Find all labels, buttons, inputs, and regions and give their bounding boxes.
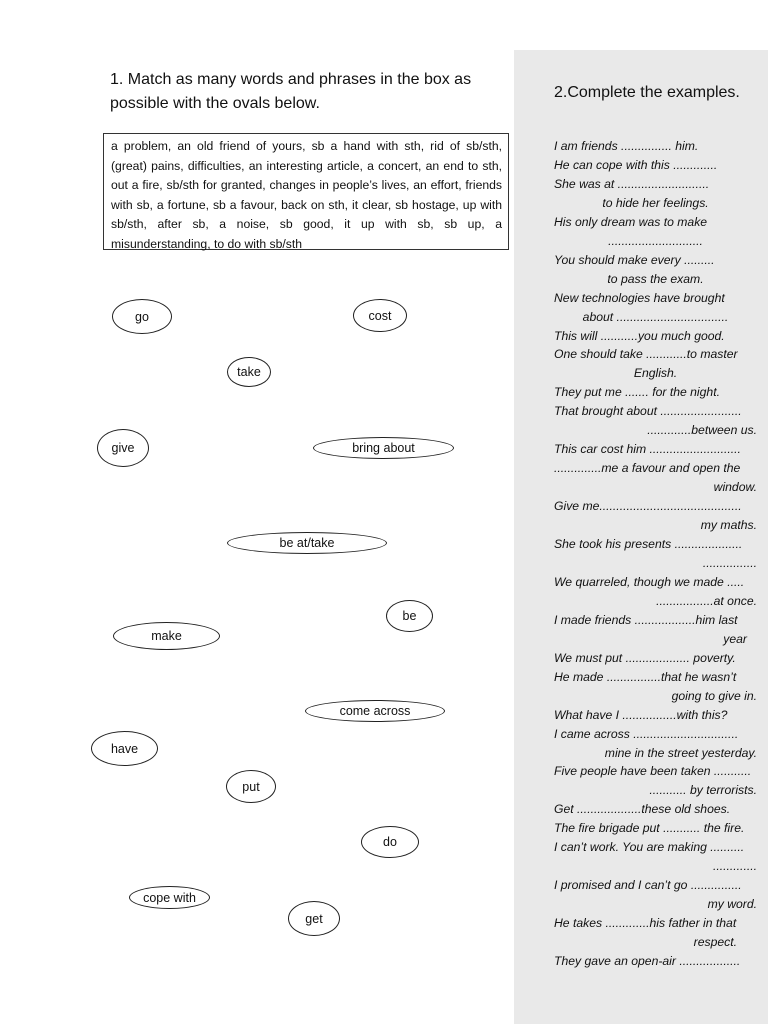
word-box: a problem, an old friend of yours, sb a hand with sth, rid of sb/sth, (great) pains, difficulties, an interesting article, a concert, an end to sth, out a fire, sb/sth for granted, changes in people’s lives, an effort, friends with sb, a fortune, sb a favour, back on sth, it clear, sb hostage, up with sb/sth, after sb, a noise, sb good, it up with sb, sb up, a misunderstanding, to do with sb/sth	[103, 133, 509, 250]
example-line: about .................................	[582, 309, 729, 324]
example-line: Get ...................these old shoes.	[554, 802, 731, 817]
oval-give: give	[97, 429, 149, 467]
example-line: English.	[633, 366, 678, 381]
oval-do: do	[361, 826, 419, 858]
example-line: I made friends ..................him last	[554, 612, 738, 627]
example-line: Five people have been taken ...........	[554, 764, 752, 779]
example-line: They put me ....... for the night.	[554, 385, 720, 400]
example-line: This will ...........you much good.	[554, 328, 725, 343]
oval-come-across: come across	[305, 700, 445, 722]
example-line: ........... by terrorists.	[649, 783, 757, 798]
example-line: my maths.	[700, 518, 757, 533]
example-line: I can’t work. You are making ..........	[554, 840, 745, 855]
oval-take: take	[227, 357, 271, 387]
example-line: going to give in.	[671, 688, 757, 703]
example-line: .............	[712, 859, 757, 874]
example-line: to pass the exam.	[607, 271, 704, 286]
example-line: .............between us.	[647, 423, 757, 438]
example-line: my word.	[707, 897, 757, 912]
oval-be-at-take: be at/take	[227, 532, 387, 554]
example-line: She was at ...........................	[554, 176, 710, 191]
example-line: That brought about ........................	[554, 404, 742, 419]
oval-go: go	[112, 299, 172, 334]
oval-bring-about: bring about	[313, 437, 454, 459]
oval-cope-with: cope with	[129, 886, 210, 909]
example-line: window.	[713, 480, 757, 495]
example-line: mine in the street yesterday.	[604, 745, 757, 760]
example-line: I came across ...............................	[554, 726, 739, 741]
oval-have: have	[91, 731, 158, 766]
task2-title: 2.Complete the examples.	[554, 84, 740, 101]
oval-make: make	[113, 622, 220, 650]
oval-put: put	[226, 770, 276, 803]
example-line: We must put ................... poverty.	[554, 650, 736, 665]
oval-get: get	[288, 901, 340, 936]
oval-cost: cost	[353, 299, 407, 332]
example-line: We quarreled, though we made .....	[554, 574, 745, 589]
oval-be: be	[386, 600, 433, 632]
task1-title: 1. Match as many words and phrases in the box as possible with the ovals below.	[110, 71, 472, 112]
example-line: ................	[702, 555, 757, 570]
example-line: I promised and I can’t go ...............	[554, 878, 742, 893]
example-line: One should take ............to master	[554, 347, 738, 362]
example-line: He can cope with this .............	[554, 157, 718, 172]
example-line: They gave an open-air ..................	[554, 953, 741, 968]
example-line: You should make every .........	[554, 252, 715, 267]
example-line: What have I ................with this?	[554, 707, 728, 722]
example-line: His only dream was to make	[554, 214, 708, 229]
example-line: She took his presents ....................	[554, 537, 743, 552]
example-line: Give me..........................................	[554, 499, 742, 514]
example-line: ..............me a favour and open the	[554, 461, 741, 476]
example-line: .................at once.	[656, 593, 757, 608]
example-line: He made ................that he wasn’t	[554, 669, 737, 684]
example-line: respect.	[693, 935, 737, 950]
example-line: I am friends ............... him.	[554, 139, 699, 153]
example-line: ............................	[608, 233, 703, 248]
example-line: to hide her feelings.	[602, 195, 709, 210]
examples-list	[554, 137, 757, 971]
example-line: He takes .............his father in that	[554, 916, 737, 931]
example-line: This car cost him ...........................	[554, 442, 741, 457]
example-line: year	[723, 631, 747, 646]
example-line: The fire brigade put ........... the fire.	[554, 821, 745, 836]
example-line: New technologies have brought	[554, 290, 725, 305]
